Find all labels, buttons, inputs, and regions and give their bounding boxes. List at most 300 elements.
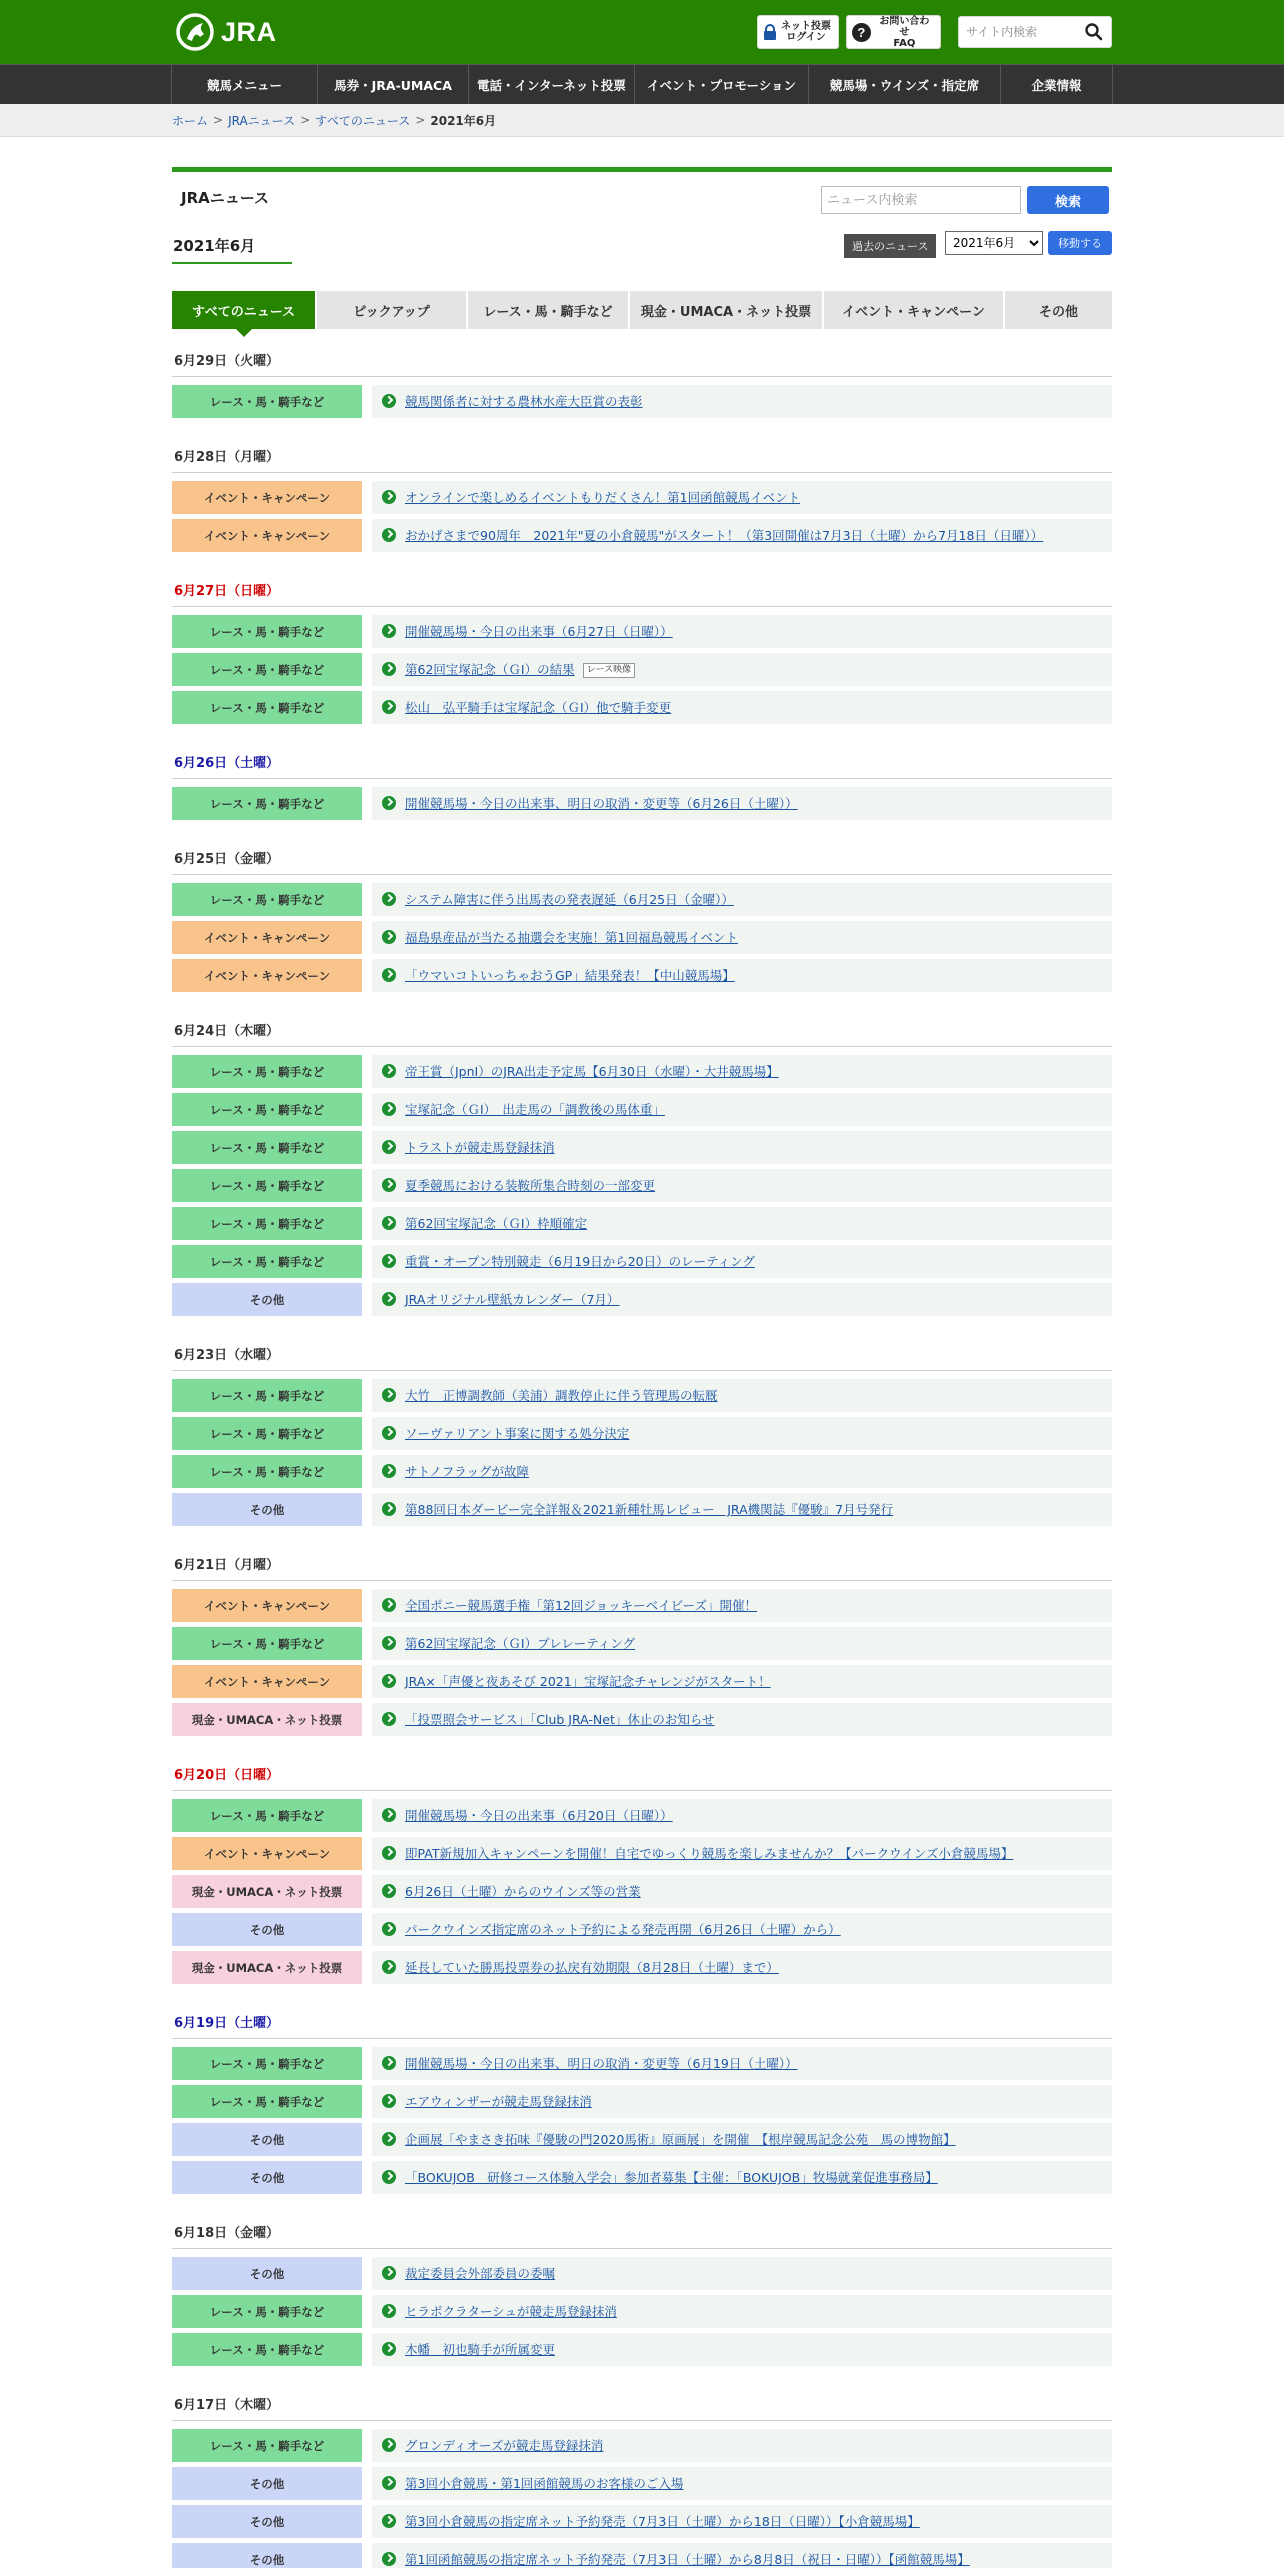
news-item-body bbox=[372, 691, 1112, 724]
news-item-body bbox=[372, 2123, 1112, 2156]
news-item bbox=[172, 653, 1112, 686]
news-item-body bbox=[372, 2161, 1112, 2194]
news-link-wrap bbox=[405, 2513, 920, 2531]
news-item-body bbox=[372, 959, 1112, 992]
news-item-body bbox=[372, 787, 1112, 820]
day-heading: 6月29日（火曜） bbox=[172, 347, 1112, 377]
news-link[interactable]: 6月26日（土曜）からのウインズ等の営業 bbox=[405, 1884, 641, 1899]
news-link[interactable]: 開催競馬場・今日の出来事、明日の取消・変更等（6月19日（土曜）） bbox=[405, 2056, 798, 2071]
breadcrumb-separator: > bbox=[415, 113, 426, 127]
category-badge: その他 bbox=[172, 1493, 362, 1526]
category-badge: イベント・キャンペーン bbox=[172, 1589, 362, 1622]
news-item bbox=[172, 2295, 1112, 2328]
news-item bbox=[172, 2085, 1112, 2118]
arrow-right-icon bbox=[382, 1140, 396, 1154]
news-link[interactable]: 第62回宝塚記念（ＧⅠ）の結果 bbox=[405, 662, 575, 677]
news-item bbox=[172, 2123, 1112, 2156]
arrow-right-icon bbox=[382, 796, 396, 810]
news-item-body bbox=[372, 1131, 1112, 1164]
news-item-body bbox=[372, 2333, 1112, 2366]
site-search-box bbox=[958, 16, 1112, 48]
news-item-body bbox=[372, 1417, 1112, 1450]
arrow-right-icon bbox=[382, 930, 396, 944]
news-link[interactable]: 開催競馬場・今日の出来事（6月27日（日曜）） bbox=[405, 624, 673, 639]
day-heading: 6月24日（木曜） bbox=[172, 1017, 1112, 1047]
gnav-phone-internet-vote[interactable]: 電話・インターネット投票 bbox=[469, 65, 635, 104]
breadcrumb-bar bbox=[0, 104, 1284, 137]
news-item bbox=[172, 787, 1112, 820]
arrow-right-icon bbox=[382, 2514, 396, 2528]
news-item-body bbox=[372, 1627, 1112, 1660]
category-badge: レース・馬・騎手など bbox=[172, 2047, 362, 2080]
news-link[interactable]: 第3回小倉競馬・第1回函館競馬のお客様のご入場 bbox=[405, 2476, 684, 2491]
global-nav bbox=[0, 64, 1284, 104]
news-link[interactable]: 「BOKUJOB 研修コース体験入学会」参加者募集【主催：「BOKUJOB」牧場就業促進事務局】 bbox=[405, 2170, 938, 2185]
category-badge: 現金・UMACA・ネット投票 bbox=[172, 1875, 362, 1908]
news-link[interactable]: 松山 弘平騎手は宝塚記念（ＧⅠ）他で騎手変更 bbox=[405, 700, 672, 715]
arrow-right-icon bbox=[382, 2170, 396, 2184]
news-link-wrap bbox=[405, 1463, 529, 1481]
news-item bbox=[172, 519, 1112, 552]
day-heading: 6月21日（月曜） bbox=[172, 1551, 1112, 1581]
news-item bbox=[172, 2467, 1112, 2500]
breadcrumb-jra-news[interactable]: JRAニュース bbox=[228, 113, 296, 128]
news-link[interactable]: JRAオリジナル壁紙カレンダー（7月） bbox=[405, 1292, 620, 1307]
news-item bbox=[172, 1703, 1112, 1736]
news-item-body bbox=[372, 921, 1112, 954]
news-item-body bbox=[372, 2257, 1112, 2290]
news-item-body bbox=[372, 653, 1112, 686]
category-badge: 現金・UMACA・ネット投票 bbox=[172, 1951, 362, 1984]
news-link-wrap bbox=[405, 1921, 841, 1939]
news-link-wrap bbox=[405, 1597, 757, 1615]
news-link-wrap bbox=[405, 2265, 555, 2283]
news-link[interactable]: サトノフラッグが故障 bbox=[405, 1464, 530, 1479]
arrow-right-icon bbox=[382, 892, 396, 906]
day-heading: 6月18日（金曜） bbox=[172, 2219, 1112, 2249]
news-item-body bbox=[372, 1055, 1112, 1088]
category-badge: 現金・UMACA・ネット投票 bbox=[172, 1703, 362, 1736]
category-badge: レース・馬・騎手など bbox=[172, 1245, 362, 1278]
news-link[interactable]: 福島県産品が当たる抽選会を実施！第1回福島競馬イベント bbox=[405, 930, 738, 945]
day-heading: 6月25日（金曜） bbox=[172, 845, 1112, 875]
news-link-wrap bbox=[405, 699, 671, 717]
month-row bbox=[172, 222, 1112, 282]
news-item-body bbox=[372, 2047, 1112, 2080]
news-item bbox=[172, 2333, 1112, 2366]
news-item-body bbox=[372, 519, 1112, 552]
news-link[interactable]: 第3回小倉競馬の指定席ネット予約発売（7月3日（土曜）から18日（日曜））【小倉競馬場】 bbox=[405, 2514, 920, 2529]
news-item-body bbox=[372, 1283, 1112, 1316]
arrow-right-icon bbox=[382, 2266, 396, 2280]
news-item-body bbox=[372, 1245, 1112, 1278]
news-item-body bbox=[372, 1703, 1112, 1736]
gnav-keiba-menu[interactable]: 競馬メニュー bbox=[171, 65, 318, 104]
news-link-wrap bbox=[405, 1425, 629, 1443]
tab-race-horse-jockey[interactable]: レース・馬・騎手など bbox=[468, 291, 630, 329]
news-item-body bbox=[372, 1169, 1112, 1202]
day-heading: 6月20日（日曜） bbox=[172, 1761, 1112, 1791]
news-item bbox=[172, 1951, 1112, 1984]
breadcrumb-current: 2021年6月 bbox=[430, 113, 497, 128]
gnav-corporate[interactable]: 企業情報 bbox=[1001, 65, 1113, 104]
news-item-body bbox=[372, 2543, 1112, 2568]
arrow-right-icon bbox=[382, 1178, 396, 1192]
month-underline bbox=[172, 262, 292, 264]
news-link-wrap bbox=[405, 891, 734, 909]
news-item bbox=[172, 1589, 1112, 1622]
arrow-right-icon bbox=[382, 662, 396, 676]
tab-pickup[interactable]: ピックアップ bbox=[317, 291, 468, 329]
news-link[interactable]: 開催競馬場・今日の出来事、明日の取消・変更等（6月26日（土曜）） bbox=[405, 796, 798, 811]
news-item-body bbox=[372, 481, 1112, 514]
news-link-wrap bbox=[405, 1807, 673, 1825]
breadcrumb-all-news[interactable]: すべてのニュース bbox=[315, 113, 411, 128]
news-item bbox=[172, 1493, 1112, 1526]
news-link[interactable]: パークウインズ指定席のネット予約による発売再開（6月26日（土曜）から） bbox=[405, 1922, 841, 1937]
question-icon: ? bbox=[852, 23, 871, 42]
category-badge: レース・馬・騎手など bbox=[172, 2333, 362, 2366]
news-item bbox=[172, 1837, 1112, 1870]
arrow-right-icon bbox=[382, 1292, 396, 1306]
tab-cash-umaca-net[interactable]: 現金・UMACA・ネット投票 bbox=[630, 291, 824, 329]
arrow-right-icon bbox=[382, 1808, 396, 1822]
news-item-body bbox=[372, 2295, 1112, 2328]
news-item bbox=[172, 1093, 1112, 1126]
news-item bbox=[172, 1055, 1112, 1088]
news-item bbox=[172, 2047, 1112, 2080]
day-block bbox=[172, 1341, 1112, 1526]
news-link-wrap bbox=[405, 527, 1043, 545]
arrow-right-icon bbox=[382, 490, 396, 504]
day-block bbox=[172, 749, 1112, 820]
category-badge: イベント・キャンペーン bbox=[172, 921, 362, 954]
arrow-right-icon bbox=[382, 1846, 396, 1860]
arrow-right-icon bbox=[382, 1674, 396, 1688]
arrow-right-icon bbox=[382, 2342, 396, 2356]
news-item bbox=[172, 1283, 1112, 1316]
news-item-body bbox=[372, 1493, 1112, 1526]
news-item-body bbox=[372, 1379, 1112, 1412]
news-item bbox=[172, 1245, 1112, 1278]
news-item-body bbox=[372, 2429, 1112, 2462]
news-item bbox=[172, 1665, 1112, 1698]
past-news-label: 過去のニュース bbox=[844, 234, 936, 258]
header-bar bbox=[0, 0, 1284, 64]
news-link-wrap bbox=[405, 2437, 603, 2455]
category-badge: イベント・キャンペーン bbox=[172, 959, 362, 992]
news-item bbox=[172, 1799, 1112, 1832]
category-badge: レース・馬・騎手など bbox=[172, 385, 362, 418]
news-item bbox=[172, 1131, 1112, 1164]
news-item-body bbox=[372, 883, 1112, 916]
news-search-input[interactable] bbox=[821, 186, 1021, 214]
news-link[interactable]: システム障害に伴う出馬表の発表遅延（6月25日（金曜）） bbox=[405, 892, 734, 907]
arrow-right-icon bbox=[382, 1884, 396, 1898]
news-link[interactable]: 「ウマいコトいっちゃおうGP」結果発表！【中山競馬場】 bbox=[405, 968, 735, 983]
day-block bbox=[172, 577, 1112, 724]
news-link[interactable]: 木幡 初也騎手が所属変更 bbox=[405, 2342, 556, 2357]
category-badge: レース・馬・騎手など bbox=[172, 1417, 362, 1450]
login-label: ネット投票 ログイン bbox=[781, 21, 831, 43]
day-block bbox=[172, 347, 1112, 418]
news-link-wrap bbox=[405, 2303, 617, 2321]
category-badge: その他 bbox=[172, 2467, 362, 2500]
day-block bbox=[172, 2391, 1112, 2568]
news-link[interactable]: 大竹 正博調教師（美浦）調教停止に伴う管理馬の転厩 bbox=[405, 1388, 718, 1403]
news-item bbox=[172, 1875, 1112, 1908]
news-link-wrap bbox=[405, 1215, 587, 1233]
news-link[interactable]: 全国ポニー競馬選手権「第12回ジョッキーベイビーズ」開催！ bbox=[405, 1598, 758, 1613]
main-content bbox=[172, 167, 1112, 2568]
month-title: 2021年6月 bbox=[173, 237, 256, 255]
arrow-right-icon bbox=[382, 1922, 396, 1936]
category-badge: その他 bbox=[172, 2257, 362, 2290]
arrow-right-icon bbox=[382, 1388, 396, 1402]
news-item-body bbox=[372, 1207, 1112, 1240]
arrow-right-icon bbox=[382, 1216, 396, 1230]
news-category-tabs bbox=[172, 291, 1112, 329]
news-item bbox=[172, 481, 1112, 514]
news-item bbox=[172, 921, 1112, 954]
faq-label: お問い合わせ FAQ bbox=[879, 15, 930, 49]
news-item bbox=[172, 883, 1112, 916]
news-item bbox=[172, 2505, 1112, 2538]
jra-horse-icon bbox=[175, 12, 215, 52]
news-link[interactable]: 第62回宝塚記念（ＧⅠ）枠順確定 bbox=[405, 1216, 588, 1231]
category-badge: レース・馬・騎手など bbox=[172, 787, 362, 820]
news-link-wrap bbox=[405, 1253, 755, 1271]
news-item-body bbox=[372, 1665, 1112, 1698]
news-item-body bbox=[372, 1913, 1112, 1946]
news-item bbox=[172, 1627, 1112, 1660]
arrow-right-icon bbox=[382, 1064, 396, 1078]
news-item-body bbox=[372, 385, 1112, 418]
category-badge: イベント・キャンペーン bbox=[172, 519, 362, 552]
news-link[interactable]: ソーヴァリアント事案に関する処分決定 bbox=[405, 1426, 630, 1441]
category-badge: レース・馬・騎手など bbox=[172, 1093, 362, 1126]
news-link-wrap bbox=[405, 2341, 555, 2359]
news-item-body bbox=[372, 1799, 1112, 1832]
category-badge: レース・馬・騎手など bbox=[172, 1379, 362, 1412]
arrow-right-icon bbox=[382, 2056, 396, 2070]
day-heading: 6月23日（水曜） bbox=[172, 1341, 1112, 1371]
category-badge: レース・馬・騎手など bbox=[172, 1207, 362, 1240]
news-link-wrap bbox=[405, 2055, 798, 2073]
arrow-right-icon bbox=[382, 1426, 396, 1440]
faq-button[interactable] bbox=[846, 15, 941, 49]
news-link[interactable]: 競馬関係者に対する農林水産大臣賞の表彰 bbox=[405, 394, 643, 409]
news-link[interactable]: オンラインで楽しめるイベントもりだくさん！第1回函館競馬イベント bbox=[405, 490, 801, 505]
day-block bbox=[172, 1551, 1112, 1736]
arrow-right-icon bbox=[382, 1254, 396, 1268]
site-search-input[interactable] bbox=[959, 18, 1083, 46]
category-badge: レース・馬・騎手など bbox=[172, 1799, 362, 1832]
news-link[interactable]: 帝王賞（JpnⅠ）のJRA出走予定馬【6月30日（水曜）・大井競馬場】 bbox=[405, 1064, 779, 1079]
news-link[interactable]: グロンディオーズが競走馬登録抹消 bbox=[405, 2438, 604, 2453]
news-link-wrap bbox=[405, 929, 738, 947]
race-video-badge[interactable]: レース映像 bbox=[583, 663, 636, 678]
news-link[interactable]: JRA×「声優と夜あそび 2021」宝塚記念チャレンジがスタート！ bbox=[405, 1674, 771, 1689]
tab-other[interactable]: その他 bbox=[1005, 291, 1112, 329]
news-link-wrap bbox=[405, 2131, 956, 2149]
breadcrumb-home[interactable]: ホーム bbox=[172, 113, 209, 128]
category-badge: その他 bbox=[172, 2161, 362, 2194]
lock-icon bbox=[763, 24, 777, 41]
news-item-body bbox=[372, 2085, 1112, 2118]
day-heading: 6月17日（木曜） bbox=[172, 2391, 1112, 2421]
news-link[interactable]: ヒラボクラターシュが競走馬登録抹消 bbox=[405, 2304, 617, 2319]
arrow-right-icon bbox=[382, 968, 396, 982]
arrow-right-icon bbox=[382, 528, 396, 542]
news-link-wrap bbox=[405, 1673, 771, 1691]
news-link-wrap bbox=[405, 2475, 683, 2493]
day-block bbox=[172, 845, 1112, 992]
news-link[interactable]: 第88回日本ダービー完全詳報＆2021新種牡馬レビュー JRA機関誌『優駿』7月号発行 bbox=[405, 1502, 894, 1517]
day-heading: 6月19日（土曜） bbox=[172, 2009, 1112, 2039]
day-heading: 6月26日（土曜） bbox=[172, 749, 1112, 779]
news-link-wrap bbox=[405, 2093, 592, 2111]
news-item-body bbox=[372, 1875, 1112, 1908]
news-link-wrap bbox=[405, 967, 735, 985]
news-item-body bbox=[372, 1589, 1112, 1622]
news-item bbox=[172, 1207, 1112, 1240]
arrow-right-icon bbox=[382, 2476, 396, 2490]
jra-logo[interactable] bbox=[175, 12, 277, 52]
net-vote-login-button[interactable] bbox=[757, 15, 839, 49]
move-button[interactable]: 移動する bbox=[1048, 231, 1112, 255]
gnav-baken-umaca[interactable]: 馬券・JRA-UMACA bbox=[318, 65, 469, 104]
news-header bbox=[172, 167, 1112, 222]
news-list bbox=[172, 347, 1112, 2568]
category-badge: その他 bbox=[172, 2123, 362, 2156]
news-link[interactable]: 重賞・オープン特別競走（6月19日から20日）のレーティング bbox=[405, 1254, 755, 1269]
news-item-body bbox=[372, 2467, 1112, 2500]
news-link[interactable]: 第1回函館競馬の指定席ネット予約発売（7月3日（土曜）から8月8日（祝日・日曜））【函館競馬場】 bbox=[405, 2552, 970, 2567]
news-item bbox=[172, 2161, 1112, 2194]
news-item bbox=[172, 1379, 1112, 1412]
page-title: JRAニュース bbox=[181, 189, 269, 207]
arrow-right-icon bbox=[382, 1502, 396, 1516]
search-icon[interactable] bbox=[1083, 21, 1105, 43]
news-link[interactable]: 延長していた勝馬投票券の払戻有効期限（8月28日（土曜）まで） bbox=[405, 1960, 779, 1975]
news-item bbox=[172, 615, 1112, 648]
news-item bbox=[172, 2257, 1112, 2290]
day-heading: 6月27日（日曜） bbox=[172, 577, 1112, 607]
category-badge: レース・馬・騎手など bbox=[172, 2429, 362, 2462]
news-link[interactable]: おかげさまで90周年 2021年"夏の小倉競馬"がスタート！（第3回開催は7月3日（土曜）から7月18日（日曜）） bbox=[405, 528, 1044, 543]
tab-all-news[interactable]: すべてのニュース bbox=[172, 291, 317, 329]
news-item-body bbox=[372, 1093, 1112, 1126]
news-item bbox=[172, 385, 1112, 418]
news-link-wrap bbox=[405, 1387, 718, 1405]
news-item-body bbox=[372, 1837, 1112, 1870]
breadcrumb-separator: > bbox=[300, 113, 311, 127]
category-badge: レース・馬・騎手など bbox=[172, 1055, 362, 1088]
category-badge: レース・馬・騎手など bbox=[172, 1131, 362, 1164]
news-link[interactable]: 宝塚記念（ＧⅠ） 出走馬の「調教後の馬体重」 bbox=[405, 1102, 665, 1117]
news-link[interactable]: 「投票照会サービス」「Club JRA-Net」休止のお知らせ bbox=[405, 1712, 715, 1727]
arrow-right-icon bbox=[382, 1102, 396, 1116]
day-block bbox=[172, 443, 1112, 552]
arrow-right-icon bbox=[382, 2132, 396, 2146]
news-link[interactable]: エアウィンザーが競走馬登録抹消 bbox=[405, 2094, 592, 2109]
logo-text: JRA bbox=[221, 16, 277, 47]
category-badge: その他 bbox=[172, 2543, 362, 2568]
news-link-wrap bbox=[405, 1063, 779, 1081]
arrow-right-icon bbox=[382, 2304, 396, 2318]
news-link[interactable]: 企画展「やまさき拓味『優駿の門2020馬術』原画展」を開催 【根岸競馬記念公苑 馬の博物館】 bbox=[405, 2132, 956, 2147]
past-month-select[interactable] bbox=[945, 231, 1043, 255]
arrow-right-icon bbox=[382, 2094, 396, 2108]
category-badge: イベント・キャンペーン bbox=[172, 1665, 362, 1698]
news-item-body bbox=[372, 1951, 1112, 1984]
news-link[interactable]: トラストが競走馬登録抹消 bbox=[405, 1140, 555, 1155]
day-heading: 6月28日（月曜） bbox=[172, 443, 1112, 473]
arrow-right-icon bbox=[382, 1598, 396, 1612]
news-link-wrap bbox=[405, 2551, 970, 2568]
gnav-racecourse-wins[interactable]: 競馬場・ウインズ・指定席 bbox=[809, 65, 1001, 104]
news-search-button[interactable]: 検索 bbox=[1027, 186, 1109, 214]
day-block bbox=[172, 2009, 1112, 2194]
news-link-wrap bbox=[405, 1711, 715, 1729]
category-badge: その他 bbox=[172, 2505, 362, 2538]
news-link-wrap bbox=[405, 1845, 1013, 1863]
news-link[interactable]: 第62回宝塚記念（ＧⅠ）プレレーティング bbox=[405, 1636, 636, 1651]
arrow-right-icon bbox=[382, 2438, 396, 2452]
news-link-wrap bbox=[405, 489, 800, 507]
category-badge: その他 bbox=[172, 1283, 362, 1316]
day-block bbox=[172, 2219, 1112, 2366]
gnav-event-promotion[interactable]: イベント・プロモーション bbox=[635, 65, 809, 104]
news-link[interactable]: 裁定委員会外部委員の委嘱 bbox=[405, 2266, 556, 2281]
news-link[interactable]: 夏季競馬における装鞍所集合時刻の一部変更 bbox=[405, 1178, 656, 1193]
category-badge: レース・馬・騎手など bbox=[172, 1627, 362, 1660]
news-item-body bbox=[372, 2505, 1112, 2538]
news-link[interactable]: 開催競馬場・今日の出来事（6月20日（日曜）） bbox=[405, 1808, 673, 1823]
day-block bbox=[172, 1017, 1112, 1316]
tab-event-campaign[interactable]: イベント・キャンペーン bbox=[824, 291, 1005, 329]
news-item bbox=[172, 2429, 1112, 2462]
news-link-wrap bbox=[405, 1959, 779, 1977]
news-link-wrap bbox=[405, 795, 798, 813]
category-badge: レース・馬・騎手など bbox=[172, 1169, 362, 1202]
news-link-wrap bbox=[405, 1101, 665, 1119]
arrow-right-icon bbox=[382, 1464, 396, 1478]
news-item bbox=[172, 1169, 1112, 1202]
arrow-right-icon bbox=[382, 2552, 396, 2566]
category-badge: イベント・キャンペーン bbox=[172, 1837, 362, 1870]
news-link[interactable]: 即PAT新規加入キャンペーンを開催！自宅でゆっくり競馬を楽しみませんか？【パークウインズ小倉競馬場】 bbox=[405, 1846, 1014, 1861]
arrow-right-icon bbox=[382, 624, 396, 638]
category-badge: レース・馬・騎手など bbox=[172, 691, 362, 724]
news-item-body bbox=[372, 615, 1112, 648]
breadcrumb-separator: > bbox=[213, 113, 224, 127]
news-link-wrap bbox=[405, 1177, 655, 1195]
category-badge: レース・馬・騎手など bbox=[172, 1455, 362, 1488]
news-link-wrap bbox=[405, 661, 635, 679]
category-badge: レース・馬・騎手など bbox=[172, 883, 362, 916]
news-item bbox=[172, 2543, 1112, 2568]
news-link-wrap bbox=[405, 2169, 938, 2187]
breadcrumb bbox=[172, 104, 1112, 136]
news-item-body bbox=[372, 1455, 1112, 1488]
news-item bbox=[172, 1455, 1112, 1488]
news-item bbox=[172, 1913, 1112, 1946]
arrow-right-icon bbox=[382, 394, 396, 408]
category-badge: イベント・キャンペーン bbox=[172, 481, 362, 514]
news-link-wrap bbox=[405, 1291, 619, 1309]
